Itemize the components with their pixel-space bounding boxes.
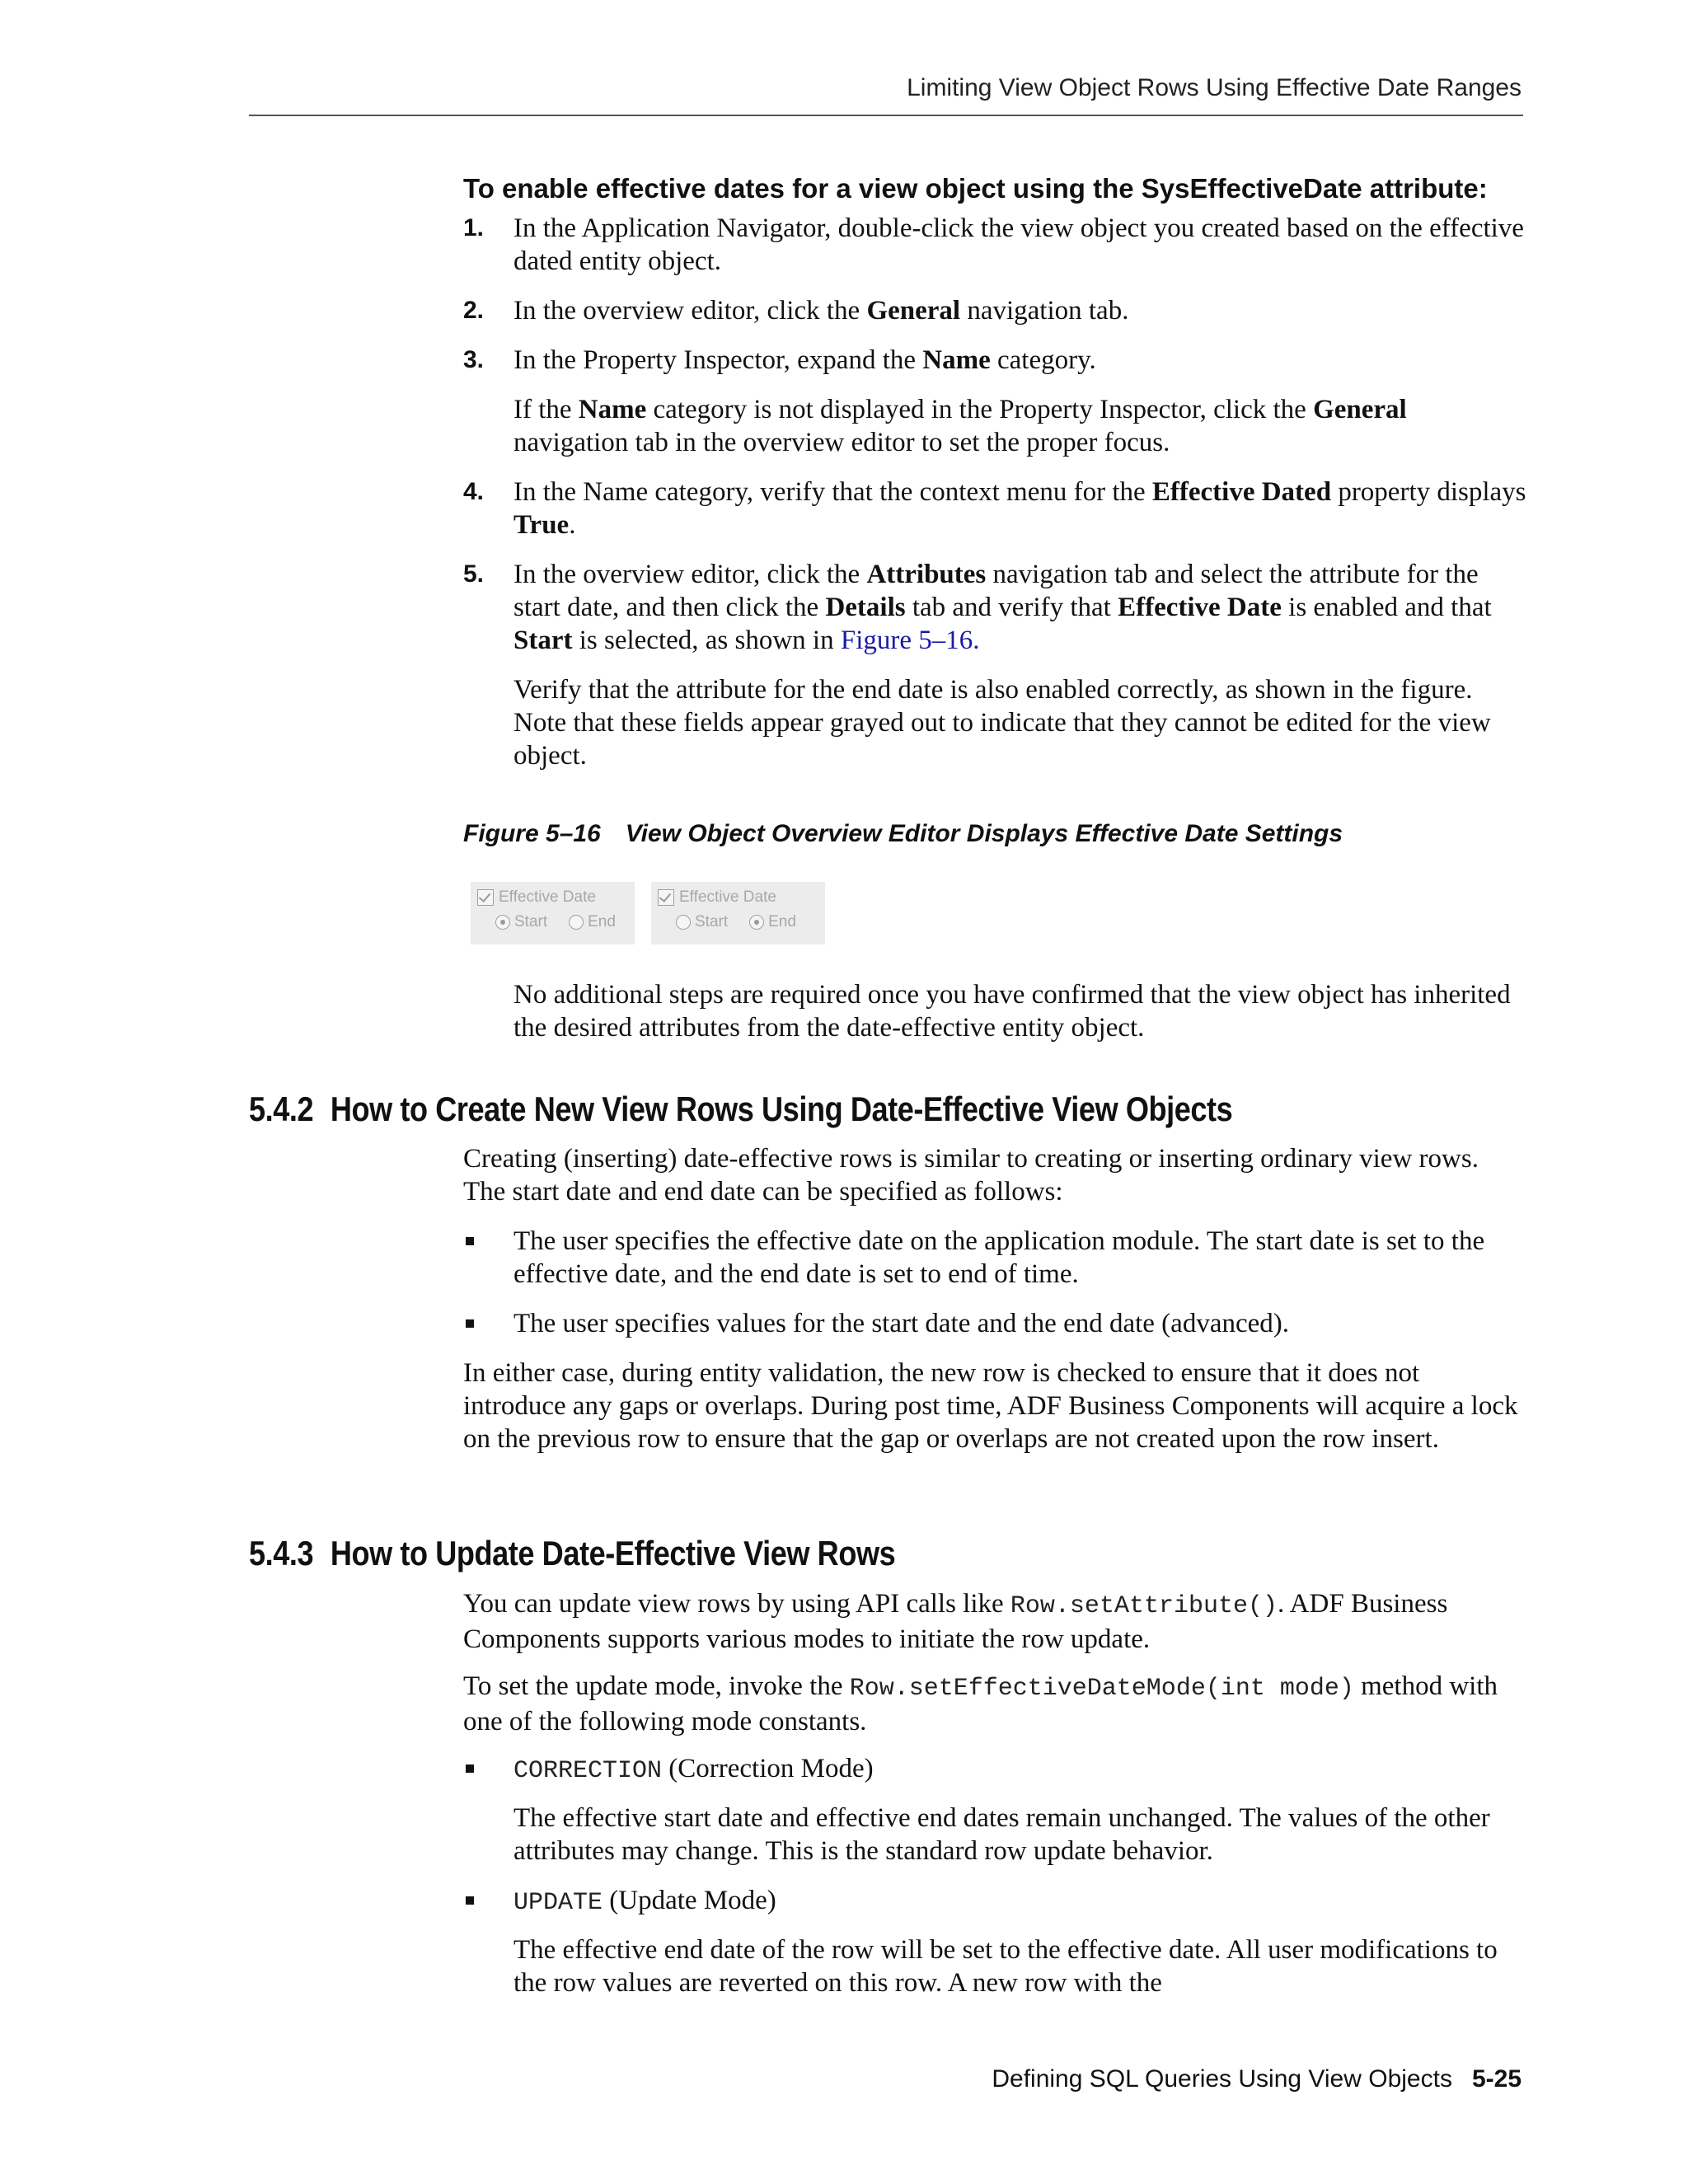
code-inline: Row.setAttribute() xyxy=(1010,1592,1278,1620)
running-header: Limiting View Object Rows Using Effective Date Ranges xyxy=(907,74,1522,101)
section-5-4-2-intro: Creating (inserting) date-effective rows is similar to creating or inserting ordinary view rows. The start date and end date can be specified as follows: xyxy=(463,1144,1479,1207)
header-rule xyxy=(249,115,1523,116)
checkbox-label: Effective Date xyxy=(499,888,596,906)
step-1 xyxy=(463,212,1526,278)
effective-date-checkbox xyxy=(658,889,674,906)
page-footer xyxy=(992,2065,1522,2093)
step-3 xyxy=(463,344,1526,377)
step-4 xyxy=(463,476,1526,541)
checkbox-label: Effective Date xyxy=(679,888,776,906)
section-heading-5-4-2 xyxy=(249,1090,1232,1129)
section-5-4-3-paragraph-1: You can update view rows by using API calls like Row.setAttribute(). ADF Business Components supports various modes to initiate the row update. xyxy=(463,1589,1448,1654)
step-number: 2. xyxy=(463,297,485,324)
effective-date-checkbox xyxy=(477,889,494,906)
start-radio-selected xyxy=(495,915,510,930)
procedure-heading: To enable effective dates for a view object using the SysEffectiveDate attribute: xyxy=(463,173,1488,204)
radio-label-end: End xyxy=(588,913,616,930)
mode-description: The effective end date of the row will be set to the effective date. All user modifications to the row values are reverted on this row. A new row with the xyxy=(513,1935,1498,1998)
section-number: 5.4.2 xyxy=(249,1090,314,1128)
step-number: 5. xyxy=(463,560,485,588)
page-number: 5-25 xyxy=(1471,2065,1522,2093)
bullet-marker xyxy=(466,1765,474,1773)
footer-chapter-title: Defining SQL Queries Using View Objects xyxy=(992,2065,1452,2093)
figure-title: View Object Overview Editor Displays Effective Date Settings xyxy=(625,820,1343,847)
bullet-item: The user specifies the effective date on the application module. The start date is set to the effective date, and the end date is set to end of time. xyxy=(463,1225,1526,1291)
bullet-marker xyxy=(466,1319,474,1328)
step-number: 4. xyxy=(463,478,485,505)
step-number: 1. xyxy=(463,214,485,241)
step-text: In the overview editor, click the Attributes navigation tab and select the attribute for the start date, and then click the Details tab and verify that Effective Date is enabled and that Start is selected, as shown in Figure 5–16. xyxy=(513,560,1492,655)
figure-panel-start xyxy=(471,882,635,944)
end-radio xyxy=(569,915,584,930)
code-inline: Row.setEffectiveDateMode(int mode) xyxy=(849,1675,1354,1703)
step-text: In the overview editor, click the General navigation tab. xyxy=(513,296,1129,326)
figure-caption xyxy=(463,820,1343,848)
step-text: In the Name category, verify that the context menu for the Effective Dated property displays True. xyxy=(513,477,1526,540)
mode-item-update: UPDATE (Update Mode) xyxy=(463,1884,1526,1919)
section-title: How to Update Date-Effective View Rows xyxy=(330,1534,896,1572)
code-inline: UPDATE xyxy=(513,1889,603,1917)
end-radio-selected xyxy=(749,915,764,930)
start-radio xyxy=(676,915,691,930)
mode-description: The effective start date and effective end dates remain unchanged. The values of the other attributes may change. This is the standard row update behavior. xyxy=(513,1803,1490,1866)
step-text: In the Property Inspector, expand the Name category. xyxy=(513,345,1096,375)
radio-label-start: Start xyxy=(514,913,548,930)
section-5-4-2-closing: In either case, during entity validation, the new row is checked to ensure that it does not introduce any gaps or overlaps. During post time, ADF Business Components will acquire a lock on the previous row to ensure that the gap or overlaps are not created upon the row insert. xyxy=(463,1358,1518,1454)
section-heading-5-4-3 xyxy=(249,1534,895,1573)
radio-label-start: Start xyxy=(695,913,729,930)
figure-panel-end xyxy=(651,882,825,944)
section-number: 5.4.3 xyxy=(249,1534,314,1572)
radio-label-end: End xyxy=(768,913,796,930)
step-3-note: If the Name category is not displayed in the Property Inspector, click the General navigation tab in the overview editor to set the proper focus. xyxy=(513,395,1407,457)
code-inline: CORRECTION xyxy=(513,1757,663,1785)
mode-item-correction: CORRECTION (Correction Mode) xyxy=(463,1752,1526,1788)
section-5-4-3-paragraph-2: To set the update mode, invoke the Row.setEffectiveDateMode(int mode) method with one of the following mode constants. xyxy=(463,1671,1498,1736)
step-text: In the Application Navigator, double-click the view object you created based on the effective dated entity object. xyxy=(513,213,1524,276)
section-title: How to Create New View Rows Using Date-Effective View Objects xyxy=(330,1090,1233,1128)
figure-cross-reference-link[interactable]: Figure 5–16 xyxy=(840,626,973,655)
step-number: 3. xyxy=(463,346,485,373)
step-2 xyxy=(463,294,1526,327)
bullet-marker xyxy=(466,1896,474,1905)
step-5 xyxy=(463,558,1526,657)
after-figure-paragraph: No additional steps are required once you have confirmed that the view object has inherited the desired attributes from the date-effective entity object. xyxy=(513,980,1511,1043)
bullet-marker xyxy=(466,1237,474,1245)
bullet-item: The user specifies values for the start date and the end date (advanced). xyxy=(463,1307,1526,1340)
step-5-note: Verify that the attribute for the end date is also enabled correctly, as shown in the figure. Note that these fields appear grayed out to indicate that they cannot be edited for the view object. xyxy=(513,675,1491,771)
figure-label: Figure 5–16 xyxy=(463,820,601,847)
